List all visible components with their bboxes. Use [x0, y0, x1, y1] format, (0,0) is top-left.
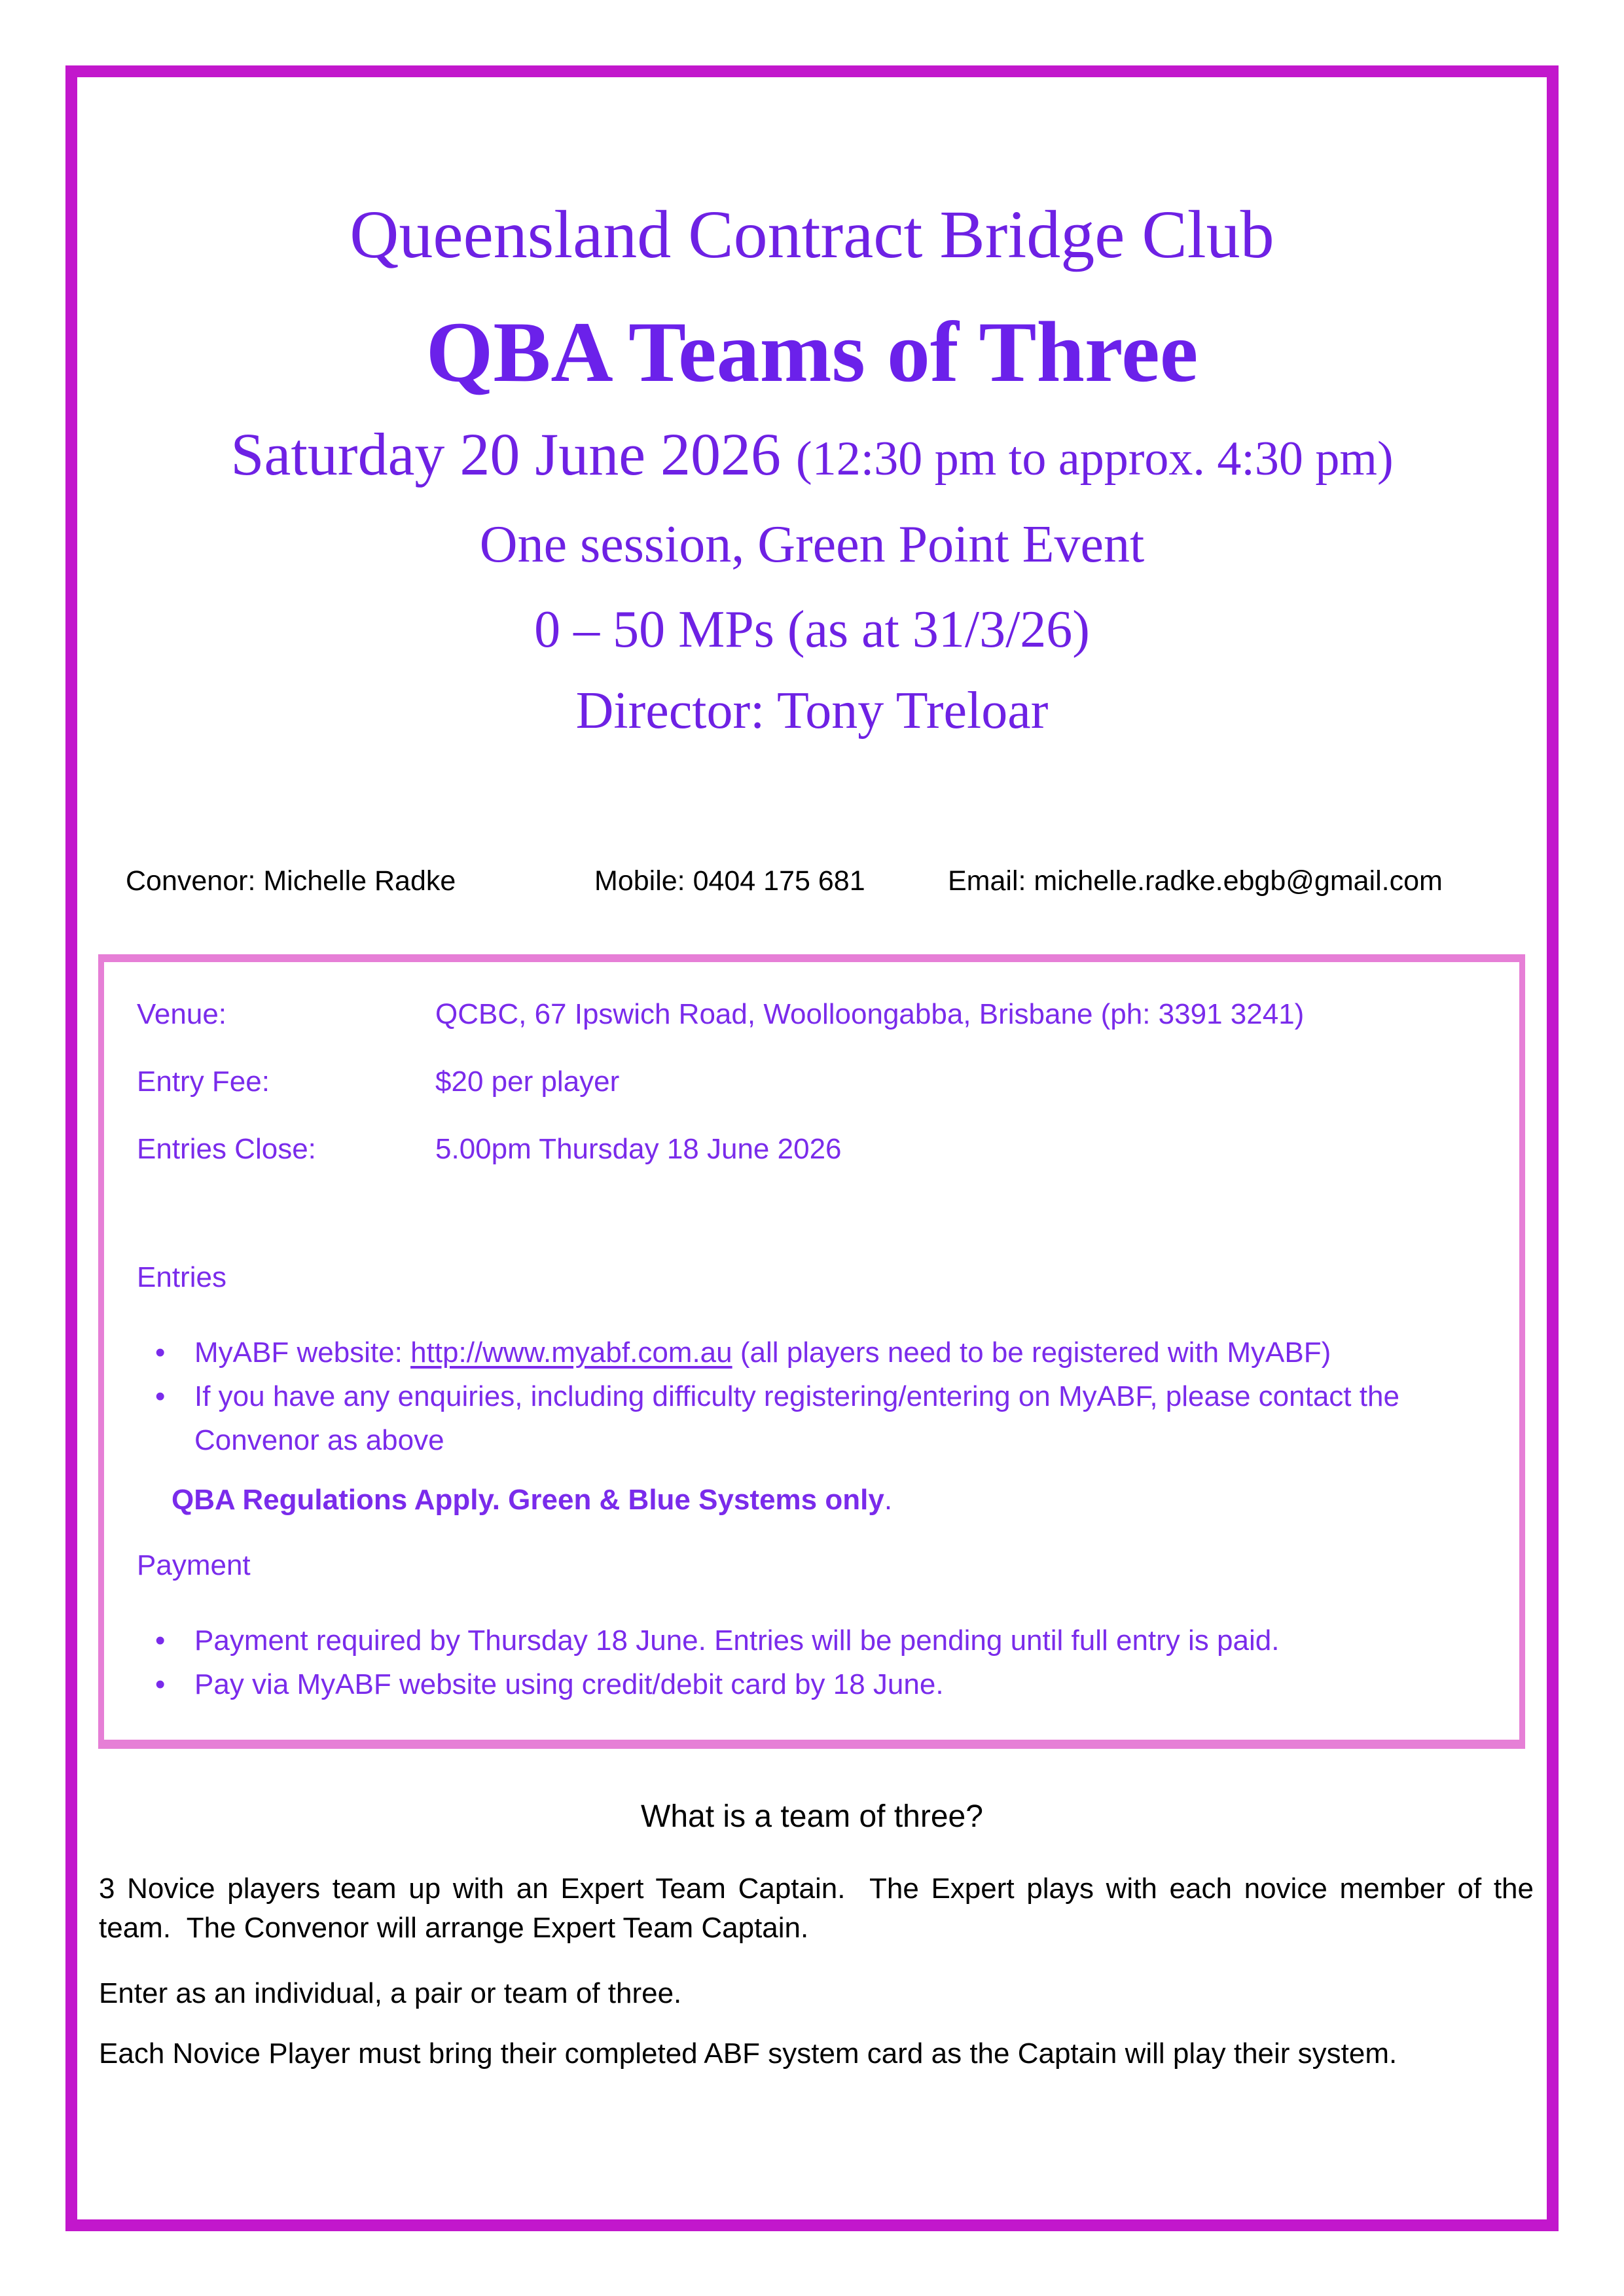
entries-bullet-myabf — [137, 1331, 1487, 1374]
entries-bullet-list — [137, 1331, 1487, 1462]
regulations-line — [171, 1484, 1487, 1516]
event-details-box — [98, 954, 1525, 1749]
entries-bullet-myabf-post: (all players need to be registered with MyABF) — [732, 1336, 1331, 1369]
what-is-team-heading: What is a team of three? — [641, 1799, 983, 1834]
entries-bullet-enquiries: • If you have any enquiries, including difficulty registering/entering on MyABF, please contact the Convenor as above — [137, 1374, 1487, 1462]
club-name-title: Queensland Contract Bridge Club — [350, 197, 1274, 272]
venue-label: Venue: — [137, 998, 227, 1030]
convenor-name: Convenor: Michelle Radke — [126, 865, 456, 897]
entries-close-row — [137, 1133, 1487, 1166]
regulations-period: . — [884, 1484, 893, 1516]
regulations-bold-text: QBA Regulations Apply. Green & Blue Systems only — [171, 1484, 884, 1516]
payment-bullet-list — [137, 1619, 1487, 1706]
venue-row — [137, 998, 1487, 1031]
entries-close-value: 5.00pm Thursday 18 June 2026 — [435, 1133, 842, 1165]
entries-bullet-myabf-pre: MyABF website: — [194, 1336, 411, 1369]
entries-close-label: Entries Close: — [137, 1133, 316, 1165]
entry-fee-value: $20 per player — [435, 1066, 620, 1098]
entry-fee-row — [137, 1066, 1487, 1098]
masterpoints-line: 0 – 50 MPs (as at 31/3/26) — [534, 601, 1090, 658]
team-explanation-para: 3 Novice players team up with an Expert Team Captain. The Expert plays with each novice member of the team. The Convenor will arrange Expert Team Captain. — [99, 1873, 1542, 1944]
payment-bullet-method: • Pay via MyABF website using credit/debit card by 18 June. — [137, 1662, 1487, 1706]
convenor-mobile: Mobile: 0404 175 681 — [594, 865, 865, 897]
director-line: Director: Tony Treloar — [575, 682, 1049, 740]
event-date-line — [77, 421, 1547, 488]
event-date-main: Saturday 20 June 2026 — [230, 421, 797, 488]
payment-bullet-deadline: • Payment required by Thursday 18 June. Entries will be pending until full entry is paid. — [137, 1619, 1487, 1662]
payment-section-heading: Payment — [137, 1549, 251, 1581]
myabf-website-link[interactable]: http://www.myabf.com.au — [410, 1336, 732, 1369]
event-time-paren: (12:30 pm to approx. 4:30 pm) — [796, 432, 1394, 486]
enter-as-para: Enter as an individual, a pair or team of three. — [99, 1977, 682, 2009]
entry-fee-label: Entry Fee: — [137, 1066, 270, 1098]
venue-value: QCBC, 67 Ipswich Road, Woolloongabba, Brisbane (ph: 3391 3241) — [435, 998, 1305, 1030]
session-line: One session, Green Point Event — [479, 516, 1145, 573]
system-card-para: Each Novice Player must bring their completed ABF system card as the Captain will play their system. — [99, 2037, 1398, 2070]
event-name-title: QBA Teams of Three — [425, 304, 1199, 400]
convenor-email: Email: michelle.radke.ebgb@gmail.com — [948, 865, 1443, 897]
entries-section-heading: Entries — [137, 1261, 226, 1293]
